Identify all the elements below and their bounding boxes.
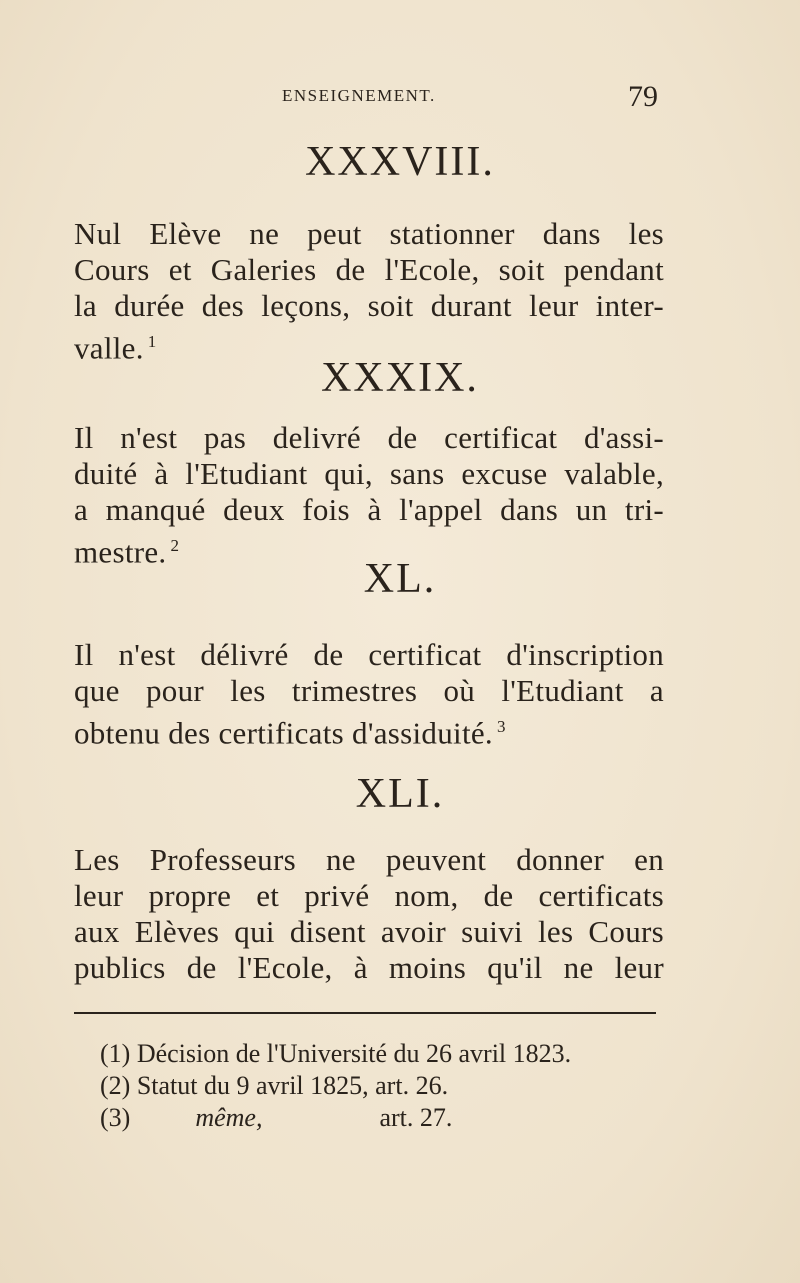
text-line: duité à l'Etudiant qui, sans excuse valable, (74, 456, 664, 491)
text-line: Cours et Galeries de l'Ecole, soit pendant (74, 252, 664, 287)
text-line: Il n'est délivré de certificat d'inscription (74, 637, 664, 672)
article-number: XXXIX. (321, 355, 479, 401)
footnote-marker: (1) (100, 1039, 131, 1068)
text-line (74, 709, 664, 751)
article-number: XXXVIII. (305, 139, 495, 185)
article-paragraph (74, 216, 664, 366)
running-head: ENSEIGNEMENT. (282, 86, 436, 105)
article-number: XL. (363, 556, 437, 602)
footnote-italic-text: même, (195, 1103, 263, 1132)
text-line: publics de l'Ecole, à moins qu'il ne leur (74, 950, 664, 985)
text-line: aux Elèves qui disent avoir suivi les Cours (74, 914, 664, 949)
footnote (100, 1070, 571, 1102)
footnote (100, 1038, 571, 1070)
footnote-text: Décision de l'Université du 26 avril 1823. (136, 1039, 572, 1068)
text-line-content: valle. (74, 330, 144, 366)
text-line-content: obtenu des certificats d'assiduité. (74, 715, 493, 751)
text-line: que pour les trimestres où l'Etudiant a (74, 673, 664, 708)
article-paragraph (74, 637, 664, 751)
footnote-reference: 2 (170, 536, 180, 555)
article-paragraph (74, 420, 664, 570)
text-line-content: mestre. (74, 534, 167, 570)
footnote-text: art. 27. (379, 1103, 453, 1132)
footnote (100, 1102, 571, 1134)
text-line: Il n'est pas delivré de certificat d'assi- (74, 420, 664, 455)
article-number: XLI. (355, 771, 445, 817)
text-line: a manqué deux fois à l'appel dans un tri- (74, 492, 664, 527)
footnote-reference: 3 (496, 717, 506, 736)
footnote-divider (74, 1012, 656, 1014)
page-number: 79 (628, 80, 658, 113)
footnote-text: Statut du 9 avril 1825, art. 26. (136, 1071, 449, 1100)
footnotes (100, 1038, 571, 1134)
article-paragraph (74, 842, 664, 986)
text-line: la durée des leçons, soit durant leur inter- (74, 288, 664, 323)
text-line: Les Professeurs ne peuvent donner en (74, 842, 664, 877)
footnote-marker: (3) (100, 1103, 131, 1132)
text-line: leur propre et privé nom, de certificats (74, 878, 664, 913)
text-line: Nul Elève ne peut stationner dans les (74, 216, 664, 251)
footnote-reference: 1 (147, 332, 157, 351)
footnote-marker: (2) (100, 1071, 131, 1100)
